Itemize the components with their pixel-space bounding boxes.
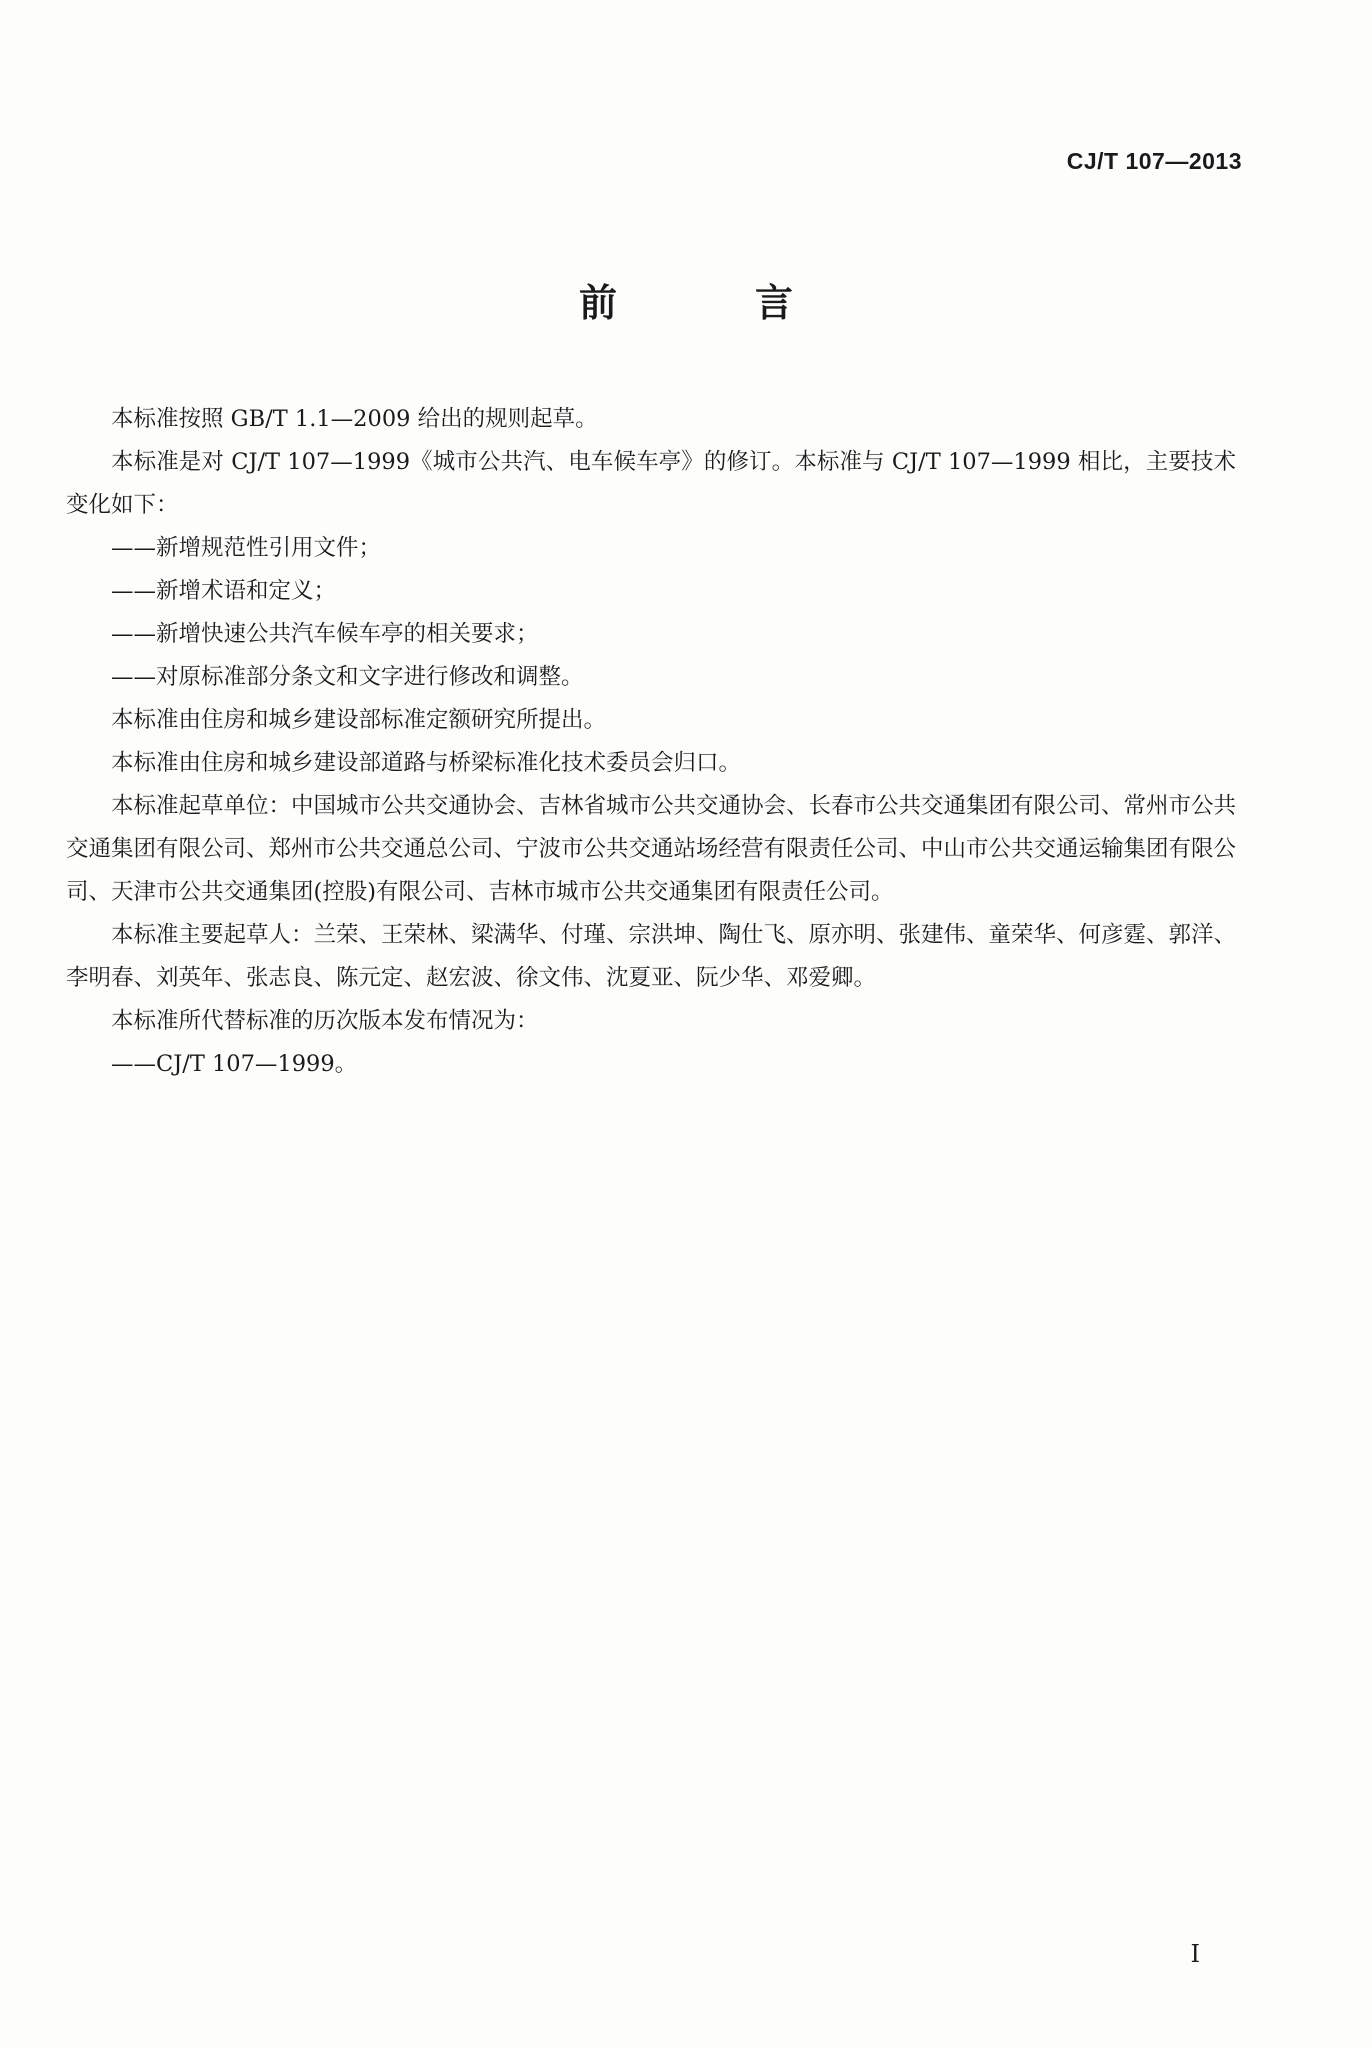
- paragraph-version-history: 本标准所代替标准的历次版本发布情况为：: [111, 1008, 539, 1034]
- paragraph-drafting-units: 本标准起草单位：中国城市公共交通协会、吉林省城市公共交通协会、长春市公共交通集团有限公司、常州市公共交通集团有限公司、郑州市公共交通总公司、宁波市公共交通站场经营有限责任公司、中山市公共交通运输集团有限公司、天津市公共交通集团(控股)有限公司、吉林市城市公共交通集团有限责任公司。: [66, 793, 1237, 905]
- page-title: 前 言: [578, 281, 843, 325]
- paragraph-drafting-rules: 本标准按照 GB/T 1.1—2009 给出的规则起草。: [111, 406, 598, 432]
- paragraph-revision-note: 本标准是对 CJ/T 107—1999《城市公共汽、电车候车亭》的修订。本标准与 CJ/T 107—1999 相比，主要技术变化如下：: [66, 449, 1236, 518]
- change-item: ——新增术语和定义；: [111, 578, 337, 604]
- paragraph-proposer: 本标准由住房和城乡建设部标准定额研究所提出。: [111, 707, 607, 733]
- foreword-body: [66, 398, 1236, 1086]
- version-history-item: ——CJ/T 107—1999。: [111, 1051, 358, 1077]
- page-number: I: [1190, 1940, 1200, 1968]
- change-item: ——对原标准部分条文和文字进行修改和调整。: [111, 664, 584, 690]
- change-item: ——新增快速公共汽车候车亭的相关要求；: [111, 621, 539, 647]
- standard-code: CJ/T 107—2013: [1066, 148, 1242, 174]
- change-item: ——新增规范性引用文件；: [111, 535, 382, 561]
- paragraph-drafters: 本标准主要起草人：兰荣、王荣林、梁满华、付瑾、宗洪坤、陶仕飞、原亦明、张建伟、童荣华、何彦霆、郭洋、李明春、刘英年、张志良、陈元定、赵宏波、徐文伟、沈夏亚、阮少华、邓爱卿。: [66, 922, 1237, 991]
- paragraph-administrator: 本标准由住房和城乡建设部道路与桥梁标准化技术委员会归口。: [111, 750, 742, 776]
